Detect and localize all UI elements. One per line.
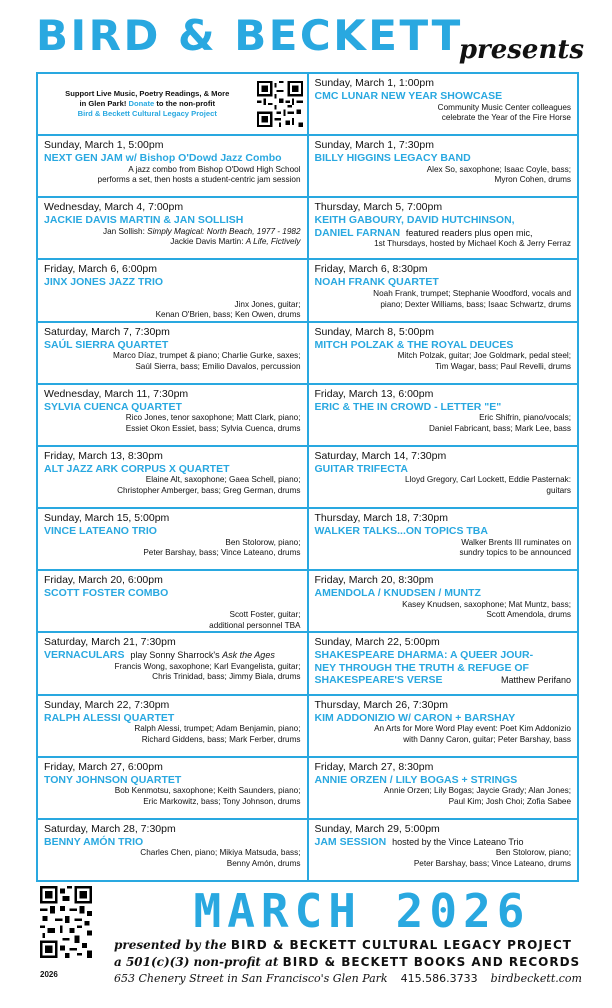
event-name: ERIC & THE IN CROWD - LETTER "E" (314, 400, 502, 413)
event-desc: 1st Thursdays, hosted by Michael Koch & Jerry Ferraz (374, 239, 571, 249)
event-name-cont: DANIEL FARNAN featured readers plus open mic, (314, 226, 533, 239)
event-cell (38, 136, 307, 196)
event-name: JACKIE DAVIS MARTIN & JAN SOLLISH (44, 214, 244, 227)
event-date: Sunday, March 1, 7:30pm (314, 139, 434, 152)
event-date: Wednesday, March 4, 7:00pm (44, 201, 184, 214)
events-grid (36, 72, 579, 882)
event-name: CMC LUNAR NEW YEAR SHOWCASE (314, 90, 503, 102)
event-name: MITCH POLZAK & THE ROYAL DEUCES (314, 338, 514, 351)
event-name: SYLVIA CUENCA QUARTET (44, 400, 182, 413)
event-cell (309, 136, 578, 196)
event-desc: Elaine Alt, saxophone; Gaea Schell, piano; Christopher Amberger, bass; Greg German, drums (117, 475, 301, 496)
event-cell (38, 758, 307, 818)
phone-number[interactable]: 415.586.3733 (400, 972, 478, 985)
event-date: Friday, March 13, 6:00pm (314, 387, 434, 400)
event-name: SHAKESPEARE DHARMA: A QUEER JOUR- (314, 649, 534, 662)
event-desc: Ralph Alessi, trumpet; Adam Benjamin, piano; Richard Giddens, bass; Mark Ferber, drums (134, 724, 301, 744)
qr-code-icon[interactable] (257, 81, 303, 127)
event-date: Friday, March 27, 8:30pm (314, 760, 434, 773)
event-desc: Mitch Polzak, guitar; Joe Goldmark, pedal steel; Tim Wagar, bass; Paul Revelli, drums (397, 351, 571, 371)
event-cell (38, 820, 307, 880)
event-name: SCOTT FOSTER COMBO (44, 587, 169, 600)
event-cell (38, 385, 307, 445)
event-name: TONY JOHNSON QUARTET (44, 773, 182, 786)
event-name: BENNY AMÓN TRIO (44, 835, 144, 848)
event-date: Sunday, March 1, 1:00pm (314, 77, 434, 89)
event-cell (309, 758, 578, 818)
event-date: Saturday, March 7, 7:30pm (44, 325, 170, 338)
event-cell (38, 323, 307, 383)
event-cell (309, 633, 578, 693)
credit-line: presented by the BIRD & BECKETT CULTURAL LEGACY PROJECT (114, 938, 572, 952)
event-desc: Noah Frank, trumpet; Stephanie Woodford, vocals and piano; Dexter Williams, bass; Isaac Schwartz, drums (373, 288, 571, 309)
event-desc: Jinx Jones, guitar; Kenan O'Brien, bass; Ken Owen, drums (155, 299, 301, 320)
event-date: Friday, March 6, 8:30pm (314, 263, 428, 276)
event-desc: Kasey Knudsen, saxophone; Mat Muntz, bass; Scott Amendola, drums (402, 599, 571, 620)
donation-promo (38, 74, 307, 134)
event-cell (309, 571, 578, 631)
event-name: SAÚL SIERRA QUARTET (44, 338, 169, 351)
event-date: Thursday, March 5, 7:00pm (314, 201, 443, 214)
event-cell (309, 198, 578, 258)
event-date: Saturday, March 14, 7:30pm (314, 449, 447, 462)
event-name: WALKER TALKS...ON TOPICS TBA (314, 525, 488, 538)
event-desc: Charles Chen, piano; Mikiya Matsuda, bass; Benny Amón, drums (140, 848, 301, 868)
credit-line-2: a 501(c)(3) non-profit at BIRD & BECKETT BOOKS AND RECORDS (114, 955, 581, 969)
event-cell (309, 696, 578, 756)
event-date: Friday, March 20, 8:30pm (314, 574, 434, 587)
event-cell (309, 447, 578, 507)
event-name: RALPH ALESSI QUARTET (44, 711, 175, 724)
event-desc: Annie Orzen; Lily Bogas; Jaycie Grady; Alan Jones; Paul Kim; Josh Choi; Zofia Sabee (383, 786, 571, 806)
year-label: 2026 (40, 970, 58, 979)
website-link[interactable]: birdbeckett.com (490, 972, 582, 985)
event-desc: Francis Wong, saxophone; Karl Evangelista, guitar; Chris Trinidad, bass; Jimmy Biala, drums (114, 661, 301, 682)
event-date: Wednesday, March 11, 7:30pm (44, 387, 189, 400)
event-date: Thursday, March 18, 7:30pm (314, 512, 448, 525)
event-desc: Alex So, saxophone; Isaac Coyle, bass; Myron Cohen, drums (426, 164, 571, 185)
event-date: Thursday, March 26, 7:30pm (314, 698, 448, 711)
event-desc: An Arts for More Word Play event: Poet Kim Addonizio with Danny Caron, guitar; Peter Barshay, bass (374, 724, 571, 744)
event-name: AMENDOLA / KNUDSEN / MUNTZ (314, 587, 481, 600)
event-name-cont: NEY THROUGH THE TRUTH & REFUGE OF (314, 661, 529, 674)
event-name: JAM SESSION hosted by the Vince Lateano Trio (314, 835, 524, 848)
header (36, 10, 584, 72)
event-desc: Jan Sollish: Simply Magical: North Beach, 1977 - 1982 Jackie Davis Martin: A Life, Fictively (102, 226, 301, 247)
event-name: GUITAR TRIFECTA (314, 462, 409, 475)
event-cell (38, 633, 307, 693)
event-cell (38, 198, 307, 258)
event-date: Saturday, March 28, 7:30pm (44, 822, 176, 835)
event-name: JINX JONES JAZZ TRIO (44, 276, 164, 289)
event-date: Sunday, March 1, 5:00pm (44, 139, 164, 152)
event-desc: Rico Jones, tenor saxophone; Matt Clark, piano; Essiet Okon Essiet, bass; Sylvia Cuenca, drums (125, 413, 301, 433)
footer (36, 884, 584, 1002)
event-name: ANNIE ORZEN / LILY BOGAS + STRINGS (314, 773, 518, 786)
event-cell (38, 260, 307, 320)
event-name: KEITH GABOURY, DAVID HUTCHINSON, (314, 214, 515, 227)
event-date: Sunday, March 29, 5:00pm (314, 822, 440, 835)
event-cell (38, 571, 307, 631)
event-cell (309, 385, 578, 445)
event-date: Friday, March 6, 6:00pm (44, 263, 158, 276)
event-date: Sunday, March 22, 7:30pm (44, 698, 170, 711)
event-desc: Ben Stolorow, piano; Peter Barshay, bass; Vince Lateano, drums (143, 537, 301, 558)
event-date: Friday, March 13, 8:30pm (44, 449, 163, 462)
event-desc: Lloyd Gregory, Carl Lockett, Eddie Pasternak: guitars (405, 475, 571, 496)
event-name-cont: SHAKESPEARE'S VERSE Matthew Perifano (314, 674, 571, 687)
event-cell (38, 447, 307, 507)
event-cell (309, 509, 578, 569)
event-cell (309, 323, 578, 383)
event-desc: Walker Brents III ruminates on sundry topics to be announced (459, 537, 571, 558)
street-address: 653 Chenery Street in San Francisco's Glen Park (114, 972, 388, 985)
event-desc: Community Music Center colleagues celebrate the Year of the Fire Horse (437, 102, 571, 123)
event-name: VINCE LATEANO TRIO (44, 525, 157, 538)
event-name: BILLY HIGGINS LEGACY BAND (314, 152, 471, 165)
event-cell (38, 509, 307, 569)
event-date: Sunday, March 22, 5:00pm (314, 636, 440, 649)
event-desc: Scott Foster, guitar; additional personnel TBA (209, 610, 301, 630)
event-desc: Eric Shifrin, piano/vocals; Daniel Fabricant, bass; Mark Lee, bass (429, 413, 571, 433)
event-cell (38, 696, 307, 756)
promo-text: Support Live Music, Poetry Readings, & More in Glen Park! Donate to the non-profit Bird & Beckett Cultural Legacy Project (65, 89, 230, 119)
presents-label: presents (458, 35, 584, 65)
event-desc: Ben Stolorow, piano; Peter Barshay, bass; Vince Lateano, drums (413, 848, 571, 868)
event-date: Sunday, March 15, 5:00pm (44, 512, 170, 525)
donate-link[interactable]: Donate (128, 99, 155, 109)
event-name: KIM ADDONIZIO W/ CARON + BARSHAY (314, 711, 516, 724)
qr-code-icon[interactable] (40, 886, 92, 958)
event-desc: Marco Díaz, trumpet & piano; Charlie Gurke, saxes; Saúl Sierra, bass; Emilio Davalos, percussion (113, 351, 301, 371)
event-desc: A jazz combo from Bishop O'Dowd High School performs a set, then hosts a student-centric jam session (97, 164, 301, 185)
event-name: NOAH FRANK QUARTET (314, 276, 439, 289)
event-date: Sunday, March 8, 5:00pm (314, 325, 434, 338)
event-cell (309, 820, 578, 880)
event-desc: Bob Kenmotsu, saxophone; Keith Saunders, piano; Eric Markowitz, bass; Tony Johnson, drums (114, 786, 301, 806)
page-title: BIRD & BECKETT (36, 11, 463, 60)
event-name: ALT JAZZ ARK CORPUS X QUARTET (44, 462, 230, 475)
address-line (114, 972, 582, 985)
event-date: Friday, March 27, 6:00pm (44, 760, 163, 773)
event-name: VERNACULARS play Sonny Sharrock's Ask the Ages (44, 649, 275, 662)
event-date: Friday, March 20, 6:00pm (44, 574, 163, 587)
month-heading: MARCH 2026 (193, 884, 531, 938)
event-cell (309, 74, 578, 134)
event-date: Saturday, March 21, 7:30pm (44, 636, 176, 649)
event-cell (309, 260, 578, 320)
event-name: NEXT GEN JAM w/ Bishop O'Dowd Jazz Combo (44, 152, 282, 165)
